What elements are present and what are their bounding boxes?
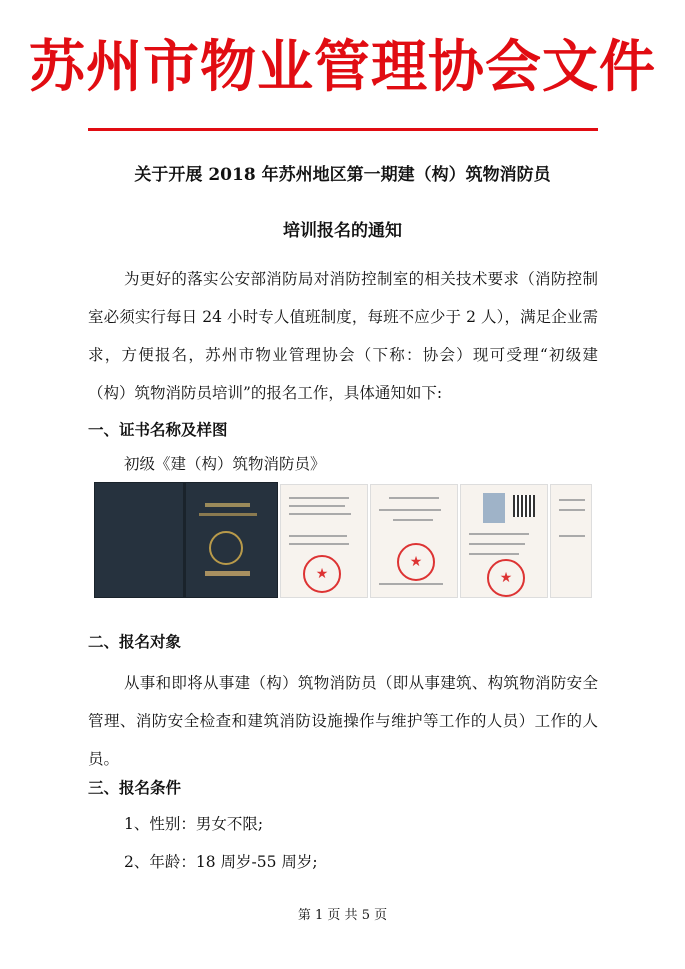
document-title-line-1: 关于开展 2018 年苏州地区第一期建（构）筑物消防员 [134,165,551,185]
holder-photo [483,493,505,523]
certificate-page-2 [370,484,458,598]
page-footer: 第 1 页 共 5 页 [297,908,388,923]
national-emblem-icon [209,531,243,565]
certificate-sample-image [94,482,590,596]
certificate-page-3 [460,484,548,598]
section-2-text: 从事和即将从事建（构）筑物消防员（即从事建筑、构筑物消防安全管理、消防安全检查和建筑消防设施操作与维护等工作的人员）工作的人员。 [88,674,598,768]
document-masthead: 苏州市物业管理协会文件 [29,34,656,100]
section-2-heading: 二、报名对象 [88,632,182,651]
qr-code-icon [513,495,535,517]
red-seal-icon: ★ [303,555,341,593]
intro-paragraph: 为更好的落实公安部消防局对消防控制室的相关技术要求（消防控制室必须实行每日 24 小时专人值班制度，每班不应少于 2 人），满足企业需求，方便报名，苏州市物业管理协会（下称：协会）现可受理“初级建（构）筑物消防员培训”的报名工作，具体通知如下: [88,270,598,402]
masthead-red-rule [88,128,598,131]
certificate-page-1 [280,484,368,598]
certificate-cover [94,482,278,598]
condition-item-1: 1、性别：男女不限; [124,815,264,833]
red-seal-icon: ★ [397,543,435,581]
certificate-page-4 [550,484,592,598]
condition-item-2: 2、年龄：18 周岁-55 周岁; [124,853,318,871]
section-1-heading: 一、证书名称及样图 [88,420,228,439]
certificate-name: 初级《建（构）筑物消防员》 [124,455,326,473]
document-title-line-2: 培训报名的通知 [283,221,402,241]
red-seal-icon: ★ [487,559,525,597]
section-3-heading: 三、报名条件 [88,778,182,797]
